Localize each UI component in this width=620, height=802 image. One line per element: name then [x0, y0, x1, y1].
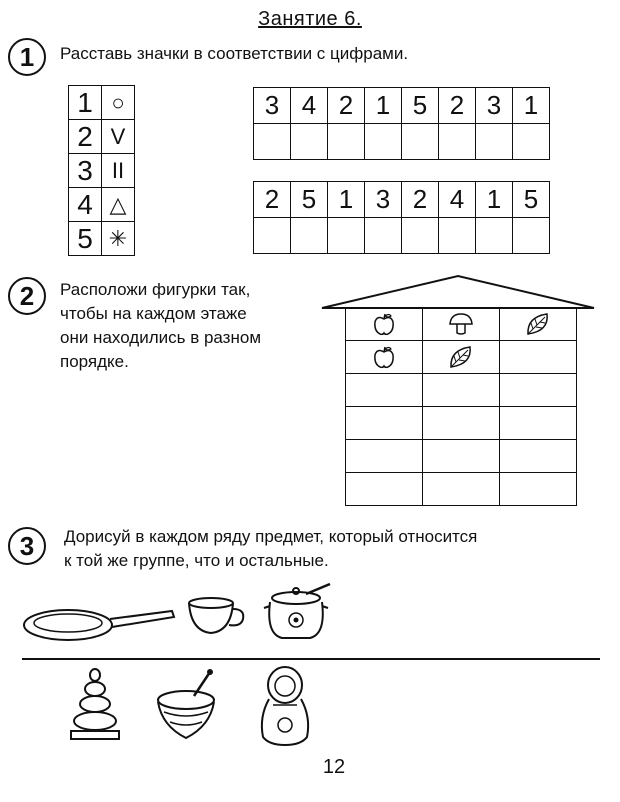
task-1-number: 1	[8, 38, 46, 76]
symbol-key-table	[68, 85, 135, 256]
house-floor	[346, 308, 577, 341]
key-row-3	[69, 154, 135, 188]
task-1-text: Расставь значки в соответствии с цифрами.	[60, 44, 409, 63]
house-cell[interactable]	[346, 473, 423, 506]
sequence-digit: 4	[291, 88, 328, 124]
key-digit: 3	[69, 154, 102, 188]
mushroom-icon	[448, 311, 474, 337]
pot-icon	[262, 582, 337, 644]
answer-cell[interactable]	[328, 124, 365, 160]
apple-icon	[371, 311, 397, 337]
house-cell	[346, 308, 423, 341]
sequence-digit: 3	[476, 88, 513, 124]
task-2-line-2: чтобы на каждом этаже	[60, 304, 247, 323]
task-2-line-3: они находились в разном	[60, 328, 262, 347]
house-cell[interactable]	[500, 341, 577, 374]
sequence-digit: 2	[254, 182, 291, 218]
sequence-digit: 2	[439, 88, 476, 124]
asterisk-icon: ✳	[102, 222, 135, 256]
key-digit: 4	[69, 188, 102, 222]
page-title: Занятие 6.	[258, 8, 362, 30]
house-cell	[423, 341, 500, 374]
key-row-4	[69, 188, 135, 222]
answer-cell[interactable]	[476, 218, 513, 254]
leaf-icon	[448, 344, 474, 370]
task-2-text	[60, 278, 261, 374]
circle-icon: ○	[102, 86, 135, 120]
task-2-number: 2	[8, 277, 46, 315]
answer-cell[interactable]	[291, 218, 328, 254]
frying-pan-icon	[20, 600, 180, 650]
answer-cell[interactable]	[439, 124, 476, 160]
key-row-5	[69, 222, 135, 256]
house-cell	[500, 308, 577, 341]
sequence-digit: 5	[291, 182, 328, 218]
sequence-digit: 4	[439, 182, 476, 218]
answer-cell[interactable]	[365, 218, 402, 254]
apple-icon	[371, 344, 397, 370]
sequence-digit: 5	[513, 182, 550, 218]
key-digit: 5	[69, 222, 102, 256]
house-grid	[345, 307, 577, 506]
sequence-digit: 1	[365, 88, 402, 124]
row-divider	[22, 658, 600, 660]
house-cell[interactable]	[500, 473, 577, 506]
sequence-digit: 1	[328, 182, 365, 218]
task-3-line-1: Дорисуй в каждом ряду предмет, который относится	[64, 527, 478, 546]
spinning-top-icon	[150, 668, 230, 743]
sequence-digit: 2	[328, 88, 365, 124]
sequence-digit: 5	[402, 88, 439, 124]
house-roof	[318, 272, 598, 312]
task-2-line-1: Расположи фигурки так,	[60, 280, 251, 299]
page-number: 12	[322, 756, 346, 778]
double-bar-icon: II	[102, 154, 135, 188]
stacking-rings-toy-icon	[65, 667, 125, 742]
house-cell[interactable]	[423, 374, 500, 407]
v-mark-icon: V	[102, 120, 135, 154]
key-row-2	[69, 120, 135, 154]
task-3-line-2: к той же группе, что и остальные.	[64, 551, 329, 570]
house-cell	[423, 308, 500, 341]
sequence-table-1	[253, 87, 550, 160]
key-row-1	[69, 86, 135, 120]
house-cell[interactable]	[423, 473, 500, 506]
sequence-digit: 3	[365, 182, 402, 218]
key-digit: 2	[69, 120, 102, 154]
house-floor	[346, 374, 577, 407]
answer-cell[interactable]	[513, 218, 550, 254]
answer-cell[interactable]	[254, 218, 291, 254]
task-2-line-4: порядке.	[60, 352, 129, 371]
house-cell[interactable]	[500, 407, 577, 440]
matryoshka-icon	[255, 665, 315, 747]
house-floor	[346, 440, 577, 473]
house-floor	[346, 473, 577, 506]
house-cell[interactable]	[423, 440, 500, 473]
answer-cell[interactable]	[513, 124, 550, 160]
sequence-digit: 1	[476, 182, 513, 218]
task-3-text	[64, 525, 477, 573]
answer-cell[interactable]	[328, 218, 365, 254]
house-cell[interactable]	[346, 440, 423, 473]
task-3-number: 3	[8, 527, 46, 565]
sequence-digit: 2	[402, 182, 439, 218]
answer-cell[interactable]	[439, 218, 476, 254]
answer-cell[interactable]	[476, 124, 513, 160]
key-digit: 1	[69, 86, 102, 120]
triangle-icon: △	[102, 188, 135, 222]
leaf-icon	[525, 311, 551, 337]
answer-cell[interactable]	[402, 218, 439, 254]
house-cell	[346, 341, 423, 374]
answer-cell[interactable]	[254, 124, 291, 160]
sequence-digit: 1	[513, 88, 550, 124]
house-cell[interactable]	[500, 440, 577, 473]
house-floor	[346, 341, 577, 374]
sequence-table-2	[253, 181, 550, 254]
house-cell[interactable]	[346, 407, 423, 440]
answer-cell[interactable]	[365, 124, 402, 160]
house-cell[interactable]	[500, 374, 577, 407]
sequence-digit: 3	[254, 88, 291, 124]
cup-icon	[185, 595, 250, 640]
house-cell[interactable]	[346, 374, 423, 407]
house-cell[interactable]	[423, 407, 500, 440]
answer-cell[interactable]	[291, 124, 328, 160]
house-floor	[346, 407, 577, 440]
answer-cell[interactable]	[402, 124, 439, 160]
